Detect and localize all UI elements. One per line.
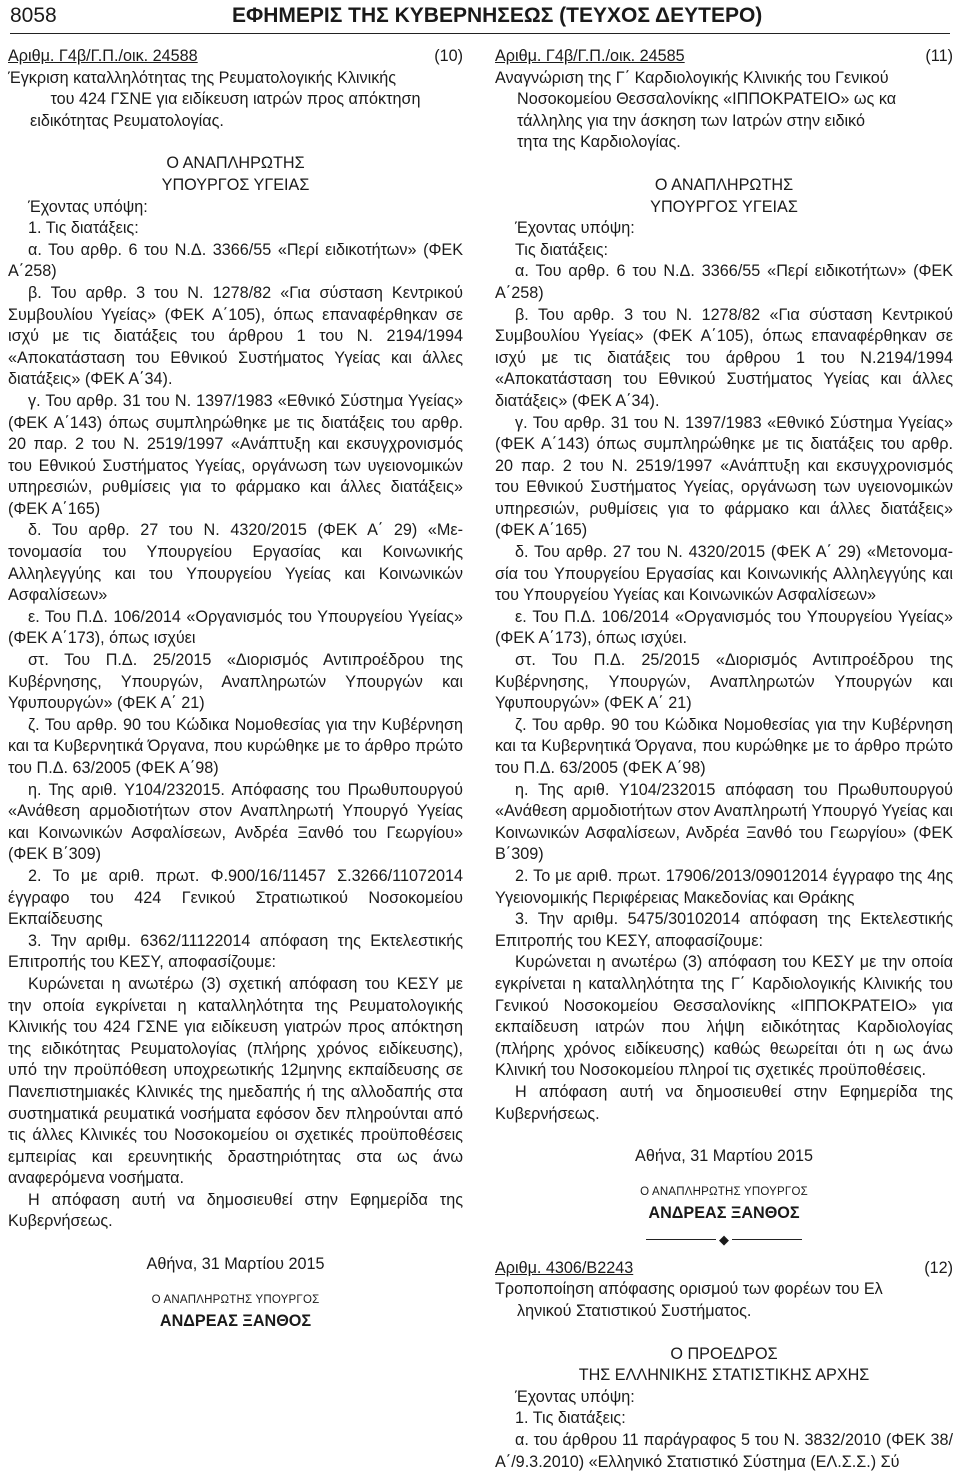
signer-title: Ο ΑΝΑΠΛΗΡΩΤΗΣ ΥΠΟΥΡΓΟΣ xyxy=(640,1185,808,1198)
signer-name: ΑΝΔΡΕΑΣ ΞΑΝΘΟΣ xyxy=(159,1312,312,1331)
having-regard: Έχοντας υπόψη: xyxy=(28,197,148,216)
publication-order: Η απόφαση αυτή να δημοσιευθεί στην Εφημερίδα της Κυβερνήσεως. xyxy=(8,1190,463,1231)
paragraph-z: ζ. Του αρθρ. 90 του Κώδικα Νομοθεσίας για την Κυβέρνηση και τα Κυβερνητικά Όργανα, που κυρώθηκε με το άρθρο πρώτο του Π.Δ. 63/2005 (ΦΕΚ Α΄98) xyxy=(8,715,463,777)
title-line: τητα της Καρδιολογίας. xyxy=(517,133,681,152)
authority-line: ΥΠΟΥΡΓΟΣ ΥΓΕΙΑΣ xyxy=(161,175,310,194)
paragraph-a: α. Του αρθρ. 6 του Ν.Δ. 3366/55 «Περί ειδικοτήτων» (ΦΕΚ Α΄258) xyxy=(495,262,953,302)
decision-number: Αριθμ. Γ4β/Γ.Π./οικ. 24588 xyxy=(8,47,198,65)
paragraph-h: η. Της αριθ. Υ104/232015 απόφαση του Πρωθυπουργού «Ανάθεση αρμοδιοτήτων στον Αναπληρωτή Υπουργό Υγείας και Κοινωνικών Ασφαλίσεων, Ανδρέα Ξανθό του Γεωργίου» (ΦΕΚ Β΄309) xyxy=(495,780,953,864)
paragraph-2: 2. Το με αριθ. πρωτ. 17906/2013/09012014 έγγραφο της 4ης Υγειονομικής Περιφέρειας Μακεδονίας και Θράκης xyxy=(495,866,953,907)
paragraph-d: δ. Του αρθρ. 27 του Ν. 4320/2015 (ΦΕΚ Α΄ 29) «Μετονομασία του Υπουργείου Εργασίας και Κοινωνικής Αλληλεγγύης και του Υπουργείου Υγείας και Κοινωνικών Ασφαλίσεων» xyxy=(8,521,463,605)
having-regard: Έχοντας υπόψη: xyxy=(515,219,635,238)
authority-line: Ο ΑΝΑΠΛΗΡΩΤΗΣ xyxy=(166,154,305,173)
title-line: Αναγνώριση της Γ΄ Καρδιολογικής Κλινικής του Γενικού xyxy=(495,68,889,87)
decision-title xyxy=(495,1279,953,1322)
paragraph-st: στ. Του Π.Δ. 25/2015 «Διορισμός Αντιπροέδρου της Κυβέρνησης, Υπουργών, Αναπληρωτών Υπουργών και Υφυπουργών» (ΦΕΚ Α΄ 21) xyxy=(495,651,953,713)
section-divider xyxy=(495,1233,953,1246)
provisions-heading: 1. Τις διατάξεις: xyxy=(28,219,139,238)
diamond-icon: ◆ xyxy=(719,1231,729,1247)
decision-header-10 xyxy=(8,46,463,68)
paragraph-e: ε. Του Π.Δ. 106/2014 «Οργανισμός του Υπουργείου Υγείας» (ΦΕΚ Α΄173), όπως ισχύει. xyxy=(495,607,953,648)
authority-line: Ο ΠΡΟΕΔΡΟΣ xyxy=(670,1344,778,1363)
paragraph-d: δ. Του αρθρ. 27 του Ν. 4320/2015 (ΦΕΚ Α΄ 29) «Μετονομασία του Υπουργείου Εργασίας και Κοινωνικής Αλληλεγγύης και του Υπουργείου Υγείας και Κοινωνικών Ασφαλίσεων» xyxy=(495,543,953,605)
signer-name: ΑΝΔΡΕΑΣ ΞΑΝΘΟΣ xyxy=(648,1204,800,1223)
title-line: Έγκριση καταλληλότητας της Ρευματολογικής Κλινικής xyxy=(8,68,397,87)
paragraph-c: γ. Του αρθρ. 31 του Ν. 1397/1983 «Εθνικό Σύστημα Υγείας» (ΦΕΚ Α΄143) όπως συμπληρώθηκε με τις διατάξεις του αρθρ. 20 παρ. 2 του Ν. 2519/1997 «Ανάπτυξη και εκσυγχρονισμός του Εθνικού Συστήματος Υγείας, οργάνωση των υγειονομικών υπηρεσιών, ρυθμίσεις για το φάρμακο και άλλες διατάξεις» (ΦΕΚ Α΄165) xyxy=(8,391,463,518)
provisions-heading: Τις διατάξεις: xyxy=(515,240,609,259)
page-number: 8058 xyxy=(10,4,57,27)
paragraph-3: 3. Την αριθμ. 6362/11122014 απόφαση της Εκτελεστικής Επιτροπής του ΚΕΣΥ, αποφασίζουμε: xyxy=(8,931,463,972)
paragraph-c: γ. Του αρθρ. 31 του Ν. 1397/1983 «Εθνικό Σύστημα Υγείας» (ΦΕΚ Α΄143) όπως συμπληρώθηκε με τις διατάξεις του αρθρ. 20 παρ. 2 του Ν. 2519/1997 «Ανάπτυξη και εκσυγχρονισμός του Εθνικού Συστήματος Υγείας, οργάνωση των υγειονομικών υπηρεσιών, ρυθμίσεις για το φάρμακο και άλλες διατάξεις» (ΦΕΚ Α΄165) xyxy=(495,413,953,540)
paragraph-2: 2. Το με αριθ. πρωτ. Φ.900/16/11457 Σ.3266/11072014 έγγραφο του 424 Γενικού Στρατιωτικού Νοσοκομείου Εκπαίδευσης xyxy=(8,866,463,929)
ratification-text: Κυρώνεται η ανωτέρω (3) απόφαση του ΚΕΣΥ με την οποία εγκρίνεται η καταλληλότητα της Γ΄ Καρδιολογικής Κλινικής του Γενικού Νοσοκομείου Θεσσαλονίκης «ΙΠΠΟΚΡΑΤΕΙΟ» για εκπαίδευση ιατρών που λήψη ειδικότητας Καρδιολογίας (πλήρης χρόνος ειδίκευσης) καθώς θεωρείται ότι η ως άνω Κλινική του Νοσοκομείου πληροί τις σχετικές προϋποθέσεις. xyxy=(495,953,953,1080)
provisions-heading: 1. Τις διατάξεις: xyxy=(515,1409,626,1428)
paragraph-h: η. Της αριθ. Υ104/232015. Απόφασης του Πρωθυπουργού «Ανάθεση αρμοδιοτήτων στον Αναπληρωτή Υπουργό Υγείας και Κοινωνικών Ασφαλίσεων, Ανδρέα Ξανθό του Γεωργίου» (ΦΕΚ Β΄309) xyxy=(8,780,463,864)
gazette-title: ΕΦΗΜΕΡΙΣ ΤΗΣ ΚΥΒΕΡΝΗΣΕΩΣ (ΤΕΥΧΟΣ ΔΕΥΤΕΡΟ) xyxy=(232,4,763,27)
right-column xyxy=(495,46,953,1473)
header-rule xyxy=(10,33,950,34)
paragraph-st: στ. Του Π.Δ. 25/2015 «Διορισμός Αντιπροέδρου της Κυβέρνησης, Υπουργών, Αναπληρωτών Υπουργών και Υφυπουργών» (ΦΕΚ Α΄ 21) xyxy=(8,651,463,713)
decision-index: (10) xyxy=(434,47,463,65)
page-header xyxy=(10,0,950,36)
title-line: Τροποποίηση απόφασης ορισμού των φορέων του Ελ xyxy=(495,1280,883,1299)
paragraph-b: β. Του αρθρ. 3 του Ν. 1278/82 «Για σύσταση Κεντρικού Συμβουλίου Υγείας» (ΦΕΚ Α΄105), όπως επαναφέρθηκαν σε ισχύ με τις διατάξεις του άρθρου 1 του Ν.2194/1994 «Αποκατάσταση του Εθνικού Συστήματος Υγείας και άλλες διατάξεις» (ΦΕΚ Α΄34). xyxy=(495,305,953,410)
publication-order: Η απόφαση αυτή να δημοσιευθεί στην Εφημερίδα της Κυβερνήσεως. xyxy=(495,1082,953,1123)
decision-number: Αριθμ. 4306/Β2243 xyxy=(495,1258,634,1277)
paragraph-a: α. του άρθρου 11 παράγραφος 5 του Ν. 3832/2010 (ΦΕΚ 38/Α΄/9.3.2010) «Ελληνικό Στατιστικό Σύστημα (ΕΛ.Σ.Σ.) Σύ xyxy=(495,1431,953,1471)
paragraph-b: β. Του αρθρ. 3 του Ν. 1278/82 «Για σύσταση Κεντρικού Συμβουλίου Υγείας» (ΦΕΚ Α΄105), όπως επαναφέρθηκαν σε ισχύ με τις διατάξεις του άρθρου 1 του Ν. 2194/1994 «Αποκατάσταση του Εθνικού Συστήματος Υγείας και άλλες διατάξεις» (ΦΕΚ Α΄34). xyxy=(8,283,463,389)
signer-title: Ο ΑΝΑΠΛΗΡΩΤΗΣ ΥΠΟΥΡΓΟΣ xyxy=(151,1293,320,1306)
title-line: του 424 ΓΣΝΕ για ειδίκευση ιατρών προς απόκτηση xyxy=(50,90,421,109)
title-line: Νοσοκομείου Θεσσαλονίκης «ΙΠΠΟΚΡΑΤΕΙΟ» ως κα xyxy=(517,90,897,109)
left-column xyxy=(8,46,463,1333)
authority-line: ΥΠΟΥΡΓΟΣ ΥΓΕΙΑΣ xyxy=(650,197,798,216)
title-line: ληνικού Στατιστικού Συστήματος. xyxy=(517,1302,752,1321)
decision-header-12 xyxy=(495,1258,953,1280)
having-regard: Έχοντας υπόψη: xyxy=(515,1387,635,1406)
decision-index: (12) xyxy=(924,1258,953,1277)
paragraph-3: 3. Την αριθμ. 5475/30102014 απόφαση της Εκτελεστικής Επιτροπής του ΚΕΣΥ, αποφασίζουμε: xyxy=(495,910,953,950)
decision-header-11 xyxy=(495,46,953,68)
title-line: ειδικότητας Ρευματολογίας. xyxy=(30,111,224,130)
decision-index: (11) xyxy=(925,47,953,65)
decision-title xyxy=(8,68,463,133)
signing-date: Αθήνα, 31 Μαρτίου 2015 xyxy=(146,1255,325,1274)
authority-line: Ο ΑΝΑΠΛΗΡΩΤΗΣ xyxy=(654,175,794,194)
authority-line: ΤΗΣ ΕΛΛΗΝΙΚΗΣ ΣΤΑΤΙΣΤΙΚΗΣ ΑΡΧΗΣ xyxy=(578,1366,870,1385)
title-line: τάλληλης για την άσκηση των Ιατρών στην ειδικό xyxy=(517,111,865,130)
decision-title xyxy=(495,68,953,154)
paragraph-a: α. Του αρθρ. 6 του Ν.Δ. 3366/55 «Περί ειδικοτήτων» (ΦΕΚ Α΄258) xyxy=(8,240,463,281)
paragraph-z: ζ. Του αρθρ. 90 του Κώδικα Νομοθεσίας για την Κυβέρνηση και τα Κυβερνητικά Όργανα, που κυρώθηκε με το άρθρο πρώτο του Π.Δ. 63/2005 (ΦΕΚ Α΄98) xyxy=(495,715,953,777)
paragraph-e: ε. Του Π.Δ. 106/2014 «Οργανισμός του Υπουργείου Υγείας» (ΦΕΚ Α΄173), όπως ισχύει xyxy=(8,607,463,648)
signing-date: Αθήνα, 31 Μαρτίου 2015 xyxy=(635,1147,813,1166)
decision-number: Αριθμ. Γ4β/Γ.Π./οικ. 24585 xyxy=(495,47,685,65)
ratification-text: Κυρώνεται η ανωτέρω (3) σχετική απόφαση του ΚΕΣΥ με την οποία εγκρίνεται η καταλληλότητα της Ρευματολογικής Κλινικής του 424 ΓΣΝΕ για ειδίκευση γιατρών προς απόκτηση της ειδικότητας Ρευματολογίας (πλήρης χρόνος ειδίκευσης), υπό την προϋπόθεση υποχρεωτικής 12μηνης εκπαίδευσης σε Πανεπιστημιακές Κλινικές της ημεδαπής ή της αλλοδαπής στα συστηματικά ρευματικά νοσήματα εφόσον δεν πληρούνται από τις άλλες Κλινικές του Νοσοκομείου οι σχετικές προϋποθέσεις εμπειρίας και ερευνητικής δραστηριότητας στα ως άνω αναφερόμενα νοσήματα. xyxy=(8,974,463,1188)
